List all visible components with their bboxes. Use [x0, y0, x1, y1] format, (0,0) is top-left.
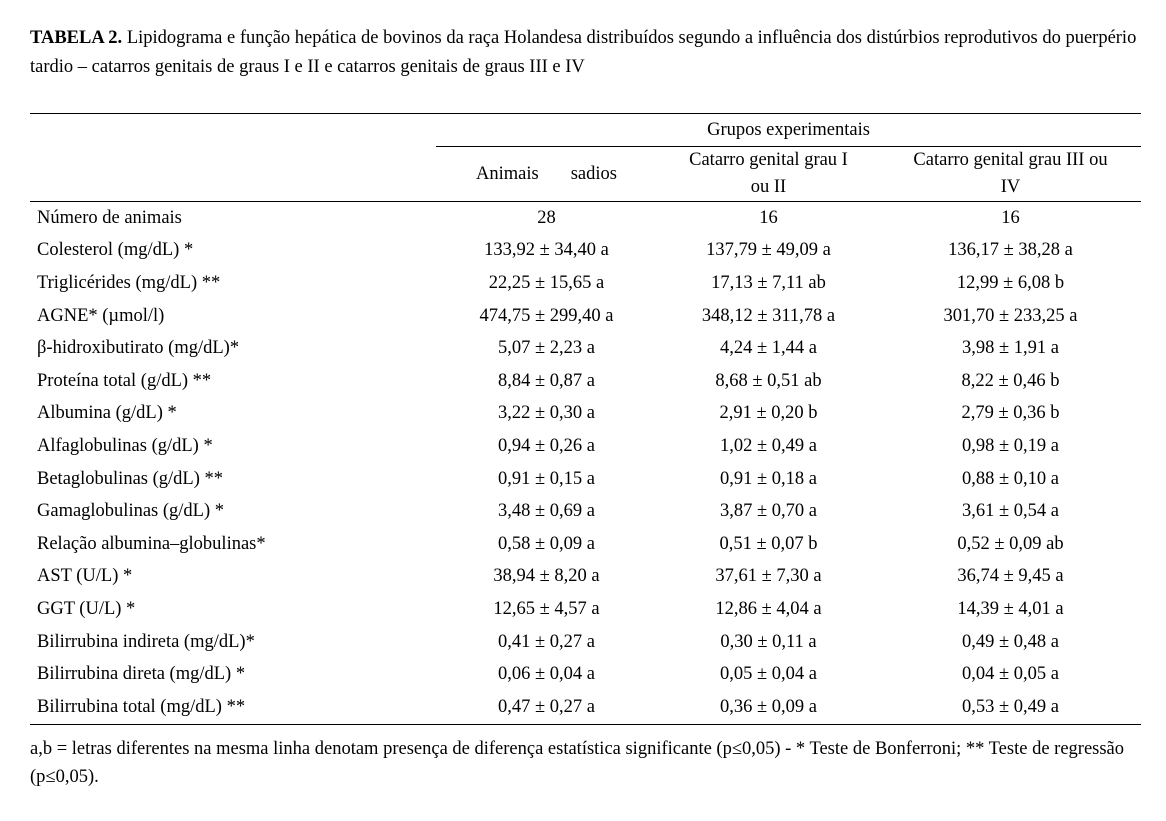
row-value: 0,98 ± 0,19 a: [962, 435, 1060, 456]
row-value: 0,91 ± 0,15 a: [498, 468, 595, 489]
column-header-blank: [30, 147, 436, 202]
row-value: 348,12 ± 311,78 a: [701, 305, 836, 326]
group-header: Grupos experimentais: [436, 114, 1141, 147]
row-value: 0,53 ± 0,49 a: [880, 691, 1141, 724]
table-row: [30, 332, 1141, 365]
table-row: [30, 495, 1141, 528]
row-value: 3,98 ± 1,91 a: [962, 338, 1060, 359]
table-row: [30, 463, 1141, 496]
row-value: 5,07 ± 2,23 a: [498, 338, 595, 359]
row-parameter: Bilirrubina total (mg/dL) **: [30, 691, 436, 724]
row-value: 0,91 ± 0,18 a: [720, 468, 817, 489]
row-value: 3,61 ± 0,54 a: [962, 501, 1060, 522]
row-value: 22,25 ± 15,65 a: [488, 272, 605, 293]
row-value: 136,17 ± 38,28 a: [948, 240, 1073, 261]
table-row: [30, 300, 1141, 333]
row-value: 12,65 ± 4,57 a: [493, 598, 600, 619]
column-header-grade-3-4-line2: IV: [1000, 177, 1021, 197]
row-value: 0,30 ± 0,11 a: [720, 631, 817, 652]
row-value: 0,41 ± 0,27 a: [498, 631, 595, 652]
row-value: 3,48 ± 0,69 a: [498, 501, 595, 522]
row-value: 0,88 ± 0,10 a: [962, 468, 1060, 489]
row-parameter: Relação albumina–globulinas*: [37, 533, 266, 554]
table-row: [30, 202, 1141, 235]
row-value: 474,75 ± 299,40 a: [479, 305, 614, 326]
row-value: 3,22 ± 0,30 a: [498, 403, 595, 424]
table-row: [30, 658, 1141, 691]
table-row: [30, 561, 1141, 594]
table-row: [30, 235, 1141, 268]
row-parameter: Proteína total (g/dL) **: [37, 370, 212, 391]
row-value: 133,92 ± 34,40 a: [484, 240, 609, 261]
row-parameter: Número de animais: [37, 207, 182, 228]
row-value: 0,06 ± 0,04 a: [498, 664, 595, 685]
column-header-grade-3-4-line1: Catarro genital grau III ou: [913, 150, 1108, 170]
row-value: 0,04 ± 0,05 a: [962, 664, 1060, 685]
column-header-healthy: [436, 147, 657, 202]
row-value: 16: [1001, 207, 1020, 228]
row-value: 301,70 ± 233,25 a: [943, 305, 1078, 326]
row-value: 37,61 ± 7,30 a: [715, 566, 822, 587]
row-value: 3,87 ± 0,70 a: [720, 501, 817, 522]
table-caption: [30, 24, 1145, 82]
row-value: 36,74 ± 9,45 a: [957, 566, 1064, 587]
row-parameter: Bilirrubina indireta (mg/dL)*: [37, 631, 255, 652]
column-header-grade-1-2-line2: ou II: [750, 177, 787, 197]
column-header-row: [30, 147, 1141, 202]
row-value: 0,51 ± 0,07 b: [719, 533, 818, 554]
row-value: 12,86 ± 4,04 a: [715, 598, 822, 619]
row-parameter: Triglicérides (mg/dL) **: [37, 272, 221, 293]
row-value: 0,58 ± 0,09 a: [498, 533, 595, 554]
row-value: 8,84 ± 0,87 a: [498, 370, 595, 391]
table-row: [30, 691, 1141, 724]
row-value: 0,52 ± 0,09 ab: [957, 533, 1064, 554]
row-value: 4,24 ± 1,44 a: [720, 338, 817, 359]
row-value: 8,68 ± 0,51 ab: [715, 370, 822, 391]
row-value: 17,13 ± 7,11 ab: [711, 272, 826, 293]
column-header-grade-3-4: [880, 147, 1141, 202]
group-header-blank: [30, 114, 436, 147]
column-header-healthy-line2: sadios: [570, 163, 617, 184]
table-row: [30, 430, 1141, 463]
row-value: 14,39 ± 4,01 a: [957, 598, 1064, 619]
table-row: [30, 593, 1141, 626]
row-parameter: Albumina (g/dL) *: [37, 403, 177, 424]
column-header-healthy-line1: Animais: [476, 163, 539, 184]
row-parameter: AGNE* (µmol/l): [37, 305, 165, 326]
row-parameter: Gamaglobulinas (g/dL) *: [37, 501, 225, 522]
row-parameter: Betaglobulinas (g/dL) **: [37, 468, 223, 489]
table-label: TABELA 2.: [30, 28, 123, 48]
caption-text: Lipidograma e função hepática de bovinos da raça Holandesa distribuídos segundo a influência dos distúrbios reprodutivos do puerpério tardio – catarros genitais de graus I e II e catarros genitais de graus III e IV: [30, 28, 1137, 77]
table-row: [30, 626, 1141, 659]
table-footnote: a,b = letras diferentes na mesma linha denotam presença de diferença estatística significante (p≤0,05) - * Teste de Bonferroni; ** Teste de regressão (p≤0,05).: [30, 739, 1125, 787]
row-value: 2,79 ± 0,36 b: [961, 403, 1060, 424]
data-table: [30, 113, 1141, 725]
row-value: 8,22 ± 0,46 b: [961, 370, 1060, 391]
row-value: 0,05 ± 0,04 a: [720, 664, 817, 685]
row-parameter: Colesterol (mg/dL) *: [37, 240, 194, 261]
table-row: [30, 398, 1141, 431]
row-value: 12,99 ± 6,08 b: [956, 272, 1065, 293]
group-header-row: [30, 114, 1141, 147]
row-value: 2,91 ± 0,20 b: [719, 403, 818, 424]
table-row: [30, 267, 1141, 300]
row-value: 0,94 ± 0,26 a: [498, 435, 595, 456]
row-value: 16: [759, 207, 778, 228]
row-value: 0,47 ± 0,27 a: [436, 691, 657, 724]
row-value: 137,79 ± 49,09 a: [706, 240, 831, 261]
row-value: 1,02 ± 0,49 a: [720, 435, 817, 456]
row-parameter: AST (U/L) *: [37, 566, 133, 587]
row-parameter: β-hidroxibutirato (mg/dL)*: [37, 338, 240, 359]
row-parameter: Alfaglobulinas (g/dL) *: [37, 435, 213, 456]
table-row: [30, 365, 1141, 398]
row-value: 0,49 ± 0,48 a: [962, 631, 1060, 652]
table-row: [30, 528, 1141, 561]
row-parameter: Bilirrubina direta (mg/dL) *: [37, 664, 246, 685]
row-value: 38,94 ± 8,20 a: [493, 566, 600, 587]
row-value: 0,36 ± 0,09 a: [657, 691, 880, 724]
column-header-grade-1-2-line1: Catarro genital grau I: [689, 150, 848, 170]
column-header-grade-1-2: [657, 147, 880, 202]
row-value: 28: [537, 207, 556, 228]
row-parameter: GGT (U/L) *: [37, 598, 136, 619]
